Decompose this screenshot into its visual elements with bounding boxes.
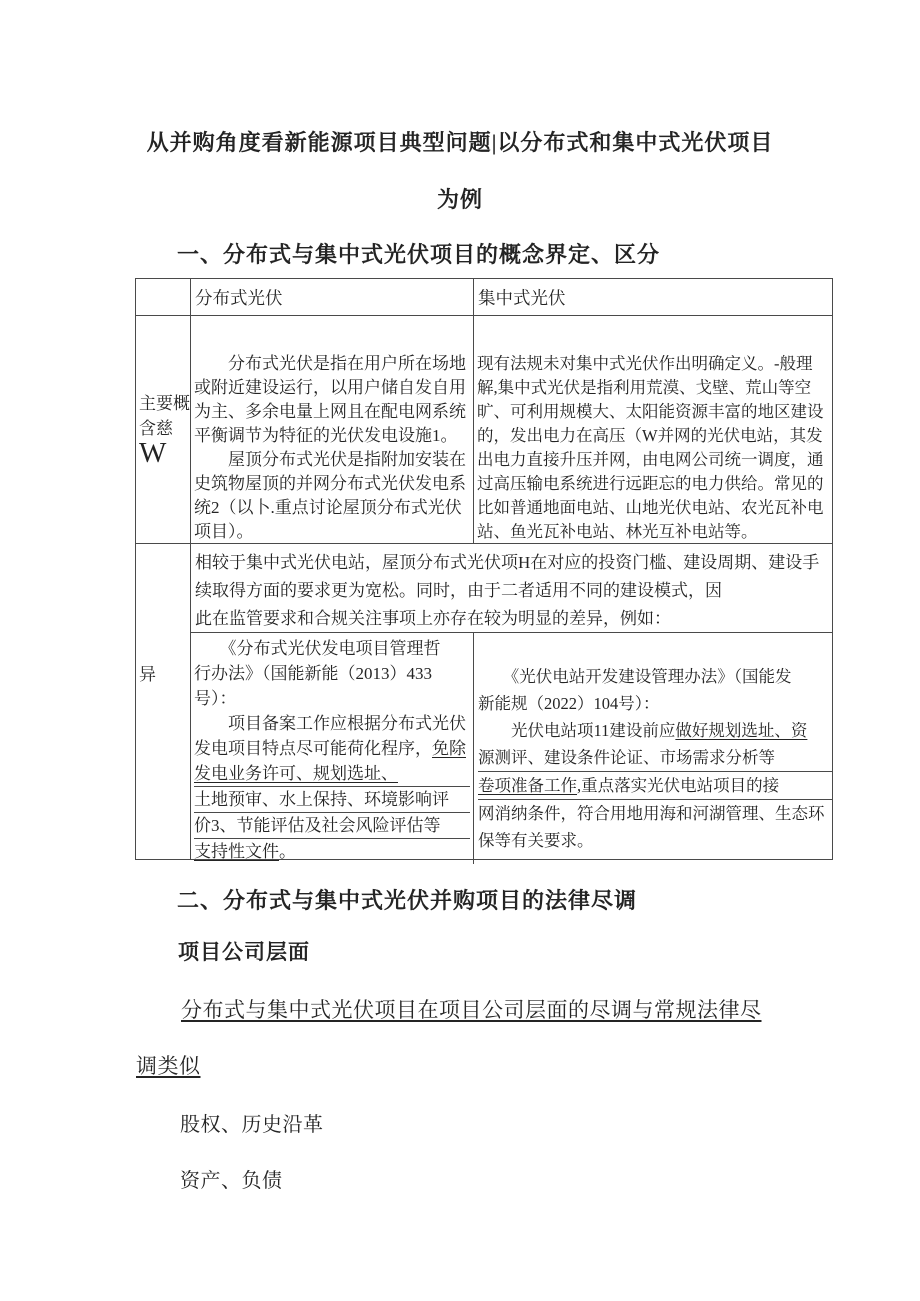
due-diligence-paragraph-line-2: 调类似 <box>136 1054 201 1078</box>
differences-intro-paragraph: 相较于集中式光伏电站，屋顶分布式光伏项H在对应的投资门槛、建设周期、建设手 续取得方面的要求更为宽松。同时，由于二者适用不同的建设模式，因 此在监管要求和合规关注事项上亦存在较为明显的差异，例如： <box>195 553 820 628</box>
table-header-distributed-pv: 分布式光伏 <box>191 279 474 315</box>
differences-cell-group <box>191 544 832 860</box>
page-title-line-2: 为例 <box>436 187 483 212</box>
table-row-differences <box>136 544 832 860</box>
list-item-assets-liabilities: 资产、负债 <box>180 1170 283 1192</box>
cell-centralized-pv-regulation: 《光伏电站开发建设管理办法》（国能发 新能规（2022）104号）： 光伏电站项11建设前应做好规划选址、资 源测评、建设条件论证、市场需求分析等 卷项准备工作,重点落实光伏电站项目的接 网消纳条件，符合用地用海和河湖管理、生态环 保等有关要求。 <box>474 633 832 864</box>
table-header-centralized-pv: 集中式光伏 <box>478 287 566 308</box>
concept-comparison-table <box>135 278 833 860</box>
section-1-heading: 一、分布式与集中式光伏项目的概念界定、区分 <box>177 242 661 267</box>
cell-distributed-pv-definition: 分布式光伏是指在用户所在场地 或附近建设运行，以用户储自发自用 为主、多余电量上网且在配电网系统 平衡调节为特征的光伏发电设施1。 屋顶分布式光伏是指附加安装在 史筑物屋顶的并网分布式光伏发电系 统2（以卜.重点讨论屋顶分布式光伏 项目）。 <box>191 316 474 543</box>
row-label-big-w: W <box>139 436 167 469</box>
row-label-differences: 异 <box>136 544 191 860</box>
cell-centralized-pv-definition: 现有法规未对集中式光伏作出明确定义。-般理 解,集中式光伏是指利用荒漠、戈壁、荒山等空 旷、可利用规模大、太阳能资源丰富的地区建设 的，发出电力在高压（W并网的光伏电站，其发 出电力直接升压并网，由电网公司统一调度，通 过高压输电系统进行远距忘的电力供给。常见的 比如普通地面电站、山地光伏电站、农光瓦补电 站、鱼光瓦补电站、林光互补电站等。 <box>477 354 824 541</box>
list-item-equity-history: 股权、历史沿革 <box>180 1114 324 1136</box>
cell-distributed-pv-regulation: 《分布式光伏发电项目管理哲 行办法》（国能新能（2013）433 号）： 项目备案工作应根据分布式光伏 发电项目特点尽可能荷化程序，免除 发电业务许可、规划选址、 土地预审、水上保持、环境影响评 价3、节能评估及社会风险评估等 支持性文件。 <box>191 633 474 864</box>
differences-sub-table <box>191 632 832 864</box>
row-label-line-2: 含慈W <box>139 418 173 469</box>
due-diligence-paragraph-line-1: 分布式与集中式光伏项目在项目公司层面的尽调与常规法律尽 <box>181 998 762 1022</box>
page-title-line-1: 从并购角度看新能源项目典型问题|以分布式和集中式光伏项目 <box>146 130 774 155</box>
section-2-heading: 二、分布式与集中式光伏并购项目的法律尽调 <box>177 888 638 913</box>
table-header-empty-cell <box>136 279 191 315</box>
table-header-row <box>136 279 832 316</box>
subsection-heading-project-company: 项目公司层面 <box>178 940 310 964</box>
table-row-main-concept <box>136 316 832 544</box>
row-label-main-concept <box>136 316 191 543</box>
row-label-line-1: 主要概 <box>139 393 190 413</box>
